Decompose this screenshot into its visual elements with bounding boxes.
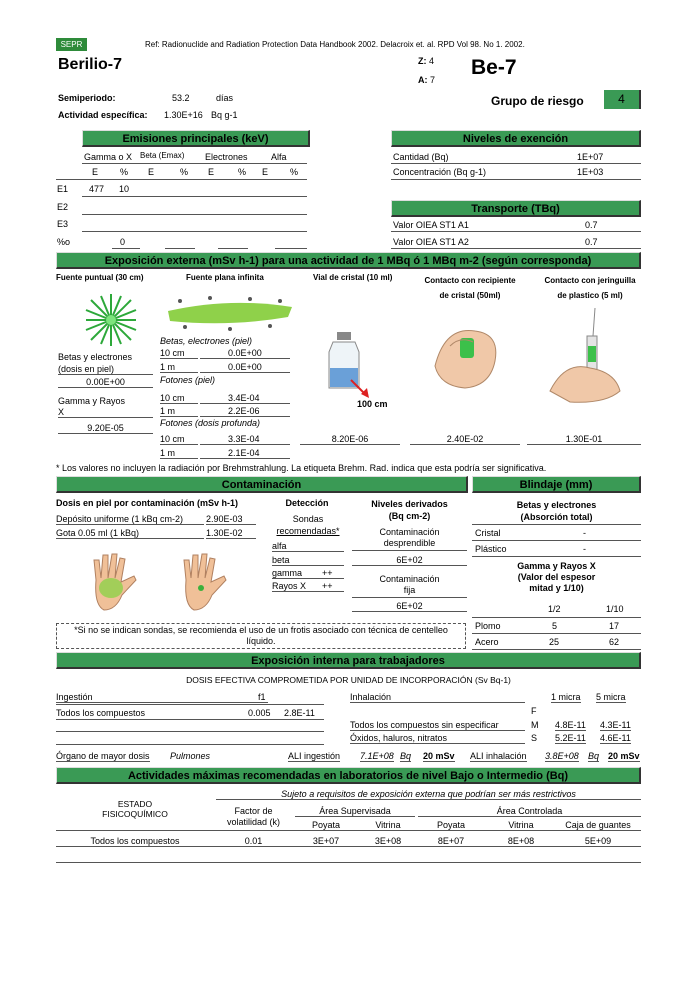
contamination-title: Contaminación — [56, 476, 468, 493]
vial-icon — [325, 330, 375, 400]
fixed-label: Contaminación fija — [379, 574, 440, 595]
plane-deep-value: 3.3E-04 — [200, 434, 290, 445]
probe-alpha: alfa — [272, 541, 344, 552]
lab-row-label: Todos los compuestos — [90, 836, 180, 846]
half-life-unit: días — [216, 93, 234, 103]
half-value-header: 1/2 — [548, 604, 561, 614]
uniform-deposit-value: 2.90E-03 — [206, 514, 256, 525]
ingestion-f1: 0.005 — [248, 708, 271, 718]
inhalation-compounds: Todos los compuestos sin especificar — [350, 720, 525, 731]
emissions-row-label: E3 — [57, 219, 69, 229]
hand-drop-icon — [176, 550, 236, 615]
plane-source-header: Fuente plana infinita — [186, 273, 264, 282]
plane-photon-distance: 1 m — [160, 406, 198, 417]
plane-photon-distance: 10 cm — [160, 393, 198, 404]
emissions-col-electrons: Electrones — [205, 152, 248, 162]
drop-label: Gota 0.05 ml (1 kBq) — [56, 528, 204, 539]
inhalation-m-5: 4.3E-11 — [600, 720, 631, 730]
gamma-x-label: Gamma y Rayos — [58, 396, 126, 406]
class-s: S — [531, 733, 538, 743]
internal-exposure-title: Exposición interna para trabajadores — [56, 652, 641, 669]
point-source-star-icon — [76, 290, 146, 350]
point-beta-value: 0.00E+00 — [58, 377, 153, 388]
inhalation-oxides: Óxidos, haluros, nitratos — [350, 733, 525, 744]
emissions-sub-p1: % — [120, 167, 129, 177]
transport-a1-label: Valor OIEA ST1 A1 — [393, 220, 469, 230]
gamma-x-label-2: X — [58, 407, 153, 418]
f1-label: f1 — [258, 692, 266, 702]
fumehood-header: Vitrina — [375, 820, 401, 830]
emissions-sub-p2: % — [180, 167, 189, 177]
plane-deep-title: Fotones (dosis profunda) — [160, 418, 261, 428]
vial-header: Vial de cristal (10 ml) — [313, 273, 393, 282]
hand-syringe-icon — [545, 306, 635, 406]
transport-a1-value: 0.7 — [585, 220, 598, 230]
controlled-area-header: Área Controlada — [418, 806, 641, 817]
lab-supervised-hood: 3E+08 — [374, 836, 402, 846]
shielding-title: Blindaje (mm) — [472, 476, 641, 493]
specific-activity-value: 1.30E+16 — [164, 110, 203, 120]
half-life-value: 53.2 — [172, 93, 190, 103]
emissions-row-energy: 477 — [89, 184, 105, 194]
steel-tenth: 62 — [609, 637, 620, 647]
z-value: 4 — [429, 56, 435, 66]
lab-supervised-bench: 3E+07 — [312, 836, 340, 846]
emissions-col-alpha: Alfa — [271, 152, 287, 162]
vial-value: 8.20E-06 — [300, 434, 400, 445]
hand-contamination-icon — [86, 550, 146, 615]
critical-organ-label: Órgano de mayor dosis — [56, 751, 150, 761]
removable-value: 6E+02 — [352, 555, 467, 566]
exemption-concentration-label: Concentración (Bq g-1) — [393, 167, 487, 177]
z-label: Z: 4 — [418, 56, 435, 66]
plane-deep-distance: 1 m — [160, 448, 198, 459]
point-source-header: Fuente puntual (30 cm) — [56, 273, 144, 282]
vial-distance-label: 100 cm — [357, 399, 388, 409]
brehmstrahlung-note: * Los valores no incluyen la radiación por Brehmstrahlung. La etiqueta Brehm. Rad. indica que esta podría ser significativa. — [56, 463, 547, 473]
risk-group-label: Grupo de riesgo — [491, 94, 584, 108]
emissions-sub-e2: E — [148, 167, 155, 177]
ali-inhalation-value: 3.8E+08 — [545, 751, 579, 761]
emissions-row-label: E1 — [57, 184, 69, 194]
emissions-sub-e1: E — [92, 167, 99, 177]
lead-half: 5 — [552, 621, 558, 631]
lab-controlled-glovebox: 5E+09 — [584, 836, 612, 846]
lab-note: Sujeto a requisitos de exposición externa que podrían ser más restrictivos — [216, 789, 641, 800]
sepr-logo: SEPR — [56, 38, 87, 51]
plane-beta-value: 0.0E+00 — [200, 362, 290, 373]
lab-controlled-hood: 8E+08 — [507, 836, 535, 846]
transport-title: Transporte (TBq) — [391, 200, 641, 217]
derived-levels-title: Niveles derivados (Bq cm-2) — [371, 499, 448, 521]
supervised-area-header: Área Supervisada — [295, 806, 415, 817]
plane-photon-value: 2.2E-06 — [200, 406, 290, 417]
probe-note: *Si no se indican sondas, se recomienda el uso de un frotis asociado con técnica de centelleo líquido. — [56, 623, 466, 649]
half-life-label: Semiperiodo: — [58, 93, 116, 103]
probe-gamma: gamma ++ — [272, 568, 344, 579]
emissions-title: Emisiones principales (keV) — [82, 130, 310, 147]
steel-half: 25 — [549, 637, 560, 647]
ali-ingestion-label: ALI ingestión — [288, 751, 341, 761]
syringe-value: 1.30E-01 — [527, 434, 641, 445]
emissions-sub-p3: % — [238, 167, 247, 177]
inhalation-s-1: 5.2E-11 — [555, 733, 586, 743]
plane-photon-value: 3.4E-04 — [200, 393, 290, 404]
lab-row-k: 0.01 — [244, 836, 263, 846]
syringe-header: Contacto con jeringuilla de plastico (5 ml) — [544, 276, 636, 300]
ali-inhalation-dose: 20 mSv — [608, 751, 640, 761]
risk-group-value: 4 — [604, 90, 641, 109]
steel-label: Acero — [475, 637, 499, 647]
internal-subtitle: DOSIS EFECTIVA COMPROMETIDA POR UNIDAD DE INCORPORACIÓN (Sv Bq-1) — [186, 675, 511, 685]
skin-dose-label: (dosis en piel) — [58, 364, 153, 375]
specific-activity-label: Actividad específica: — [58, 110, 148, 120]
emissions-row-energy: 0 — [120, 237, 126, 247]
lab-activities-title: Actividades máximas recomendadas en laboratorios de nivel Bajo o Intermedio (Bq) — [56, 767, 641, 784]
plane-source-icon — [160, 293, 300, 333]
plastic-label: Plástico — [475, 544, 507, 554]
lab-controlled-bench: 8E+07 — [437, 836, 465, 846]
ali-inhalation-unit: Bq — [588, 751, 600, 761]
emissions-col-gamma: Gamma o X — [84, 152, 133, 162]
a-value: 7 — [430, 75, 436, 85]
tenth-value-header: 1/10 — [606, 604, 624, 614]
state-header: ESTADO FISICOQUÍMICO — [102, 799, 168, 819]
skin-dose-title: Dosis en piel por contaminación (mSv h-1) — [56, 498, 239, 508]
lead-label: Plomo — [475, 621, 501, 631]
volatility-header: Factor de volatilidad (k) — [226, 806, 281, 827]
emissions-sub-e3: E — [208, 167, 215, 177]
shielding-beta-title: Betas y electrones (Absorción total) — [516, 500, 597, 522]
inhalation-s-5: 4.6E-11 — [600, 733, 631, 743]
ali-ingestion-dose: 20 mSv — [423, 751, 455, 761]
glass-value: - — [583, 528, 586, 538]
transport-a2-label: Valor OIEA ST1 A2 — [393, 237, 469, 247]
emissions-sub-p4: % — [290, 167, 299, 177]
class-f: F — [531, 706, 537, 716]
emissions-row-label: %o — [57, 237, 71, 247]
plastic-value: - — [583, 544, 586, 554]
plane-beta-distance: 1 m — [160, 362, 198, 373]
exemption-concentration-value: 1E+03 — [577, 167, 604, 177]
nuclide-name: Berilio-7 — [58, 56, 123, 73]
external-exposure-title: Exposición externa (mSv h-1) para una actividad de 1 MBq ó 1 MBq m-2 (según corresponda) — [56, 252, 641, 269]
emissions-col-beta: Beta (Emax) — [140, 151, 185, 160]
plane-deep-distance: 10 cm — [160, 434, 198, 445]
hand-container-icon — [425, 306, 515, 396]
lead-tenth: 17 — [609, 621, 620, 631]
fixed-value: 6E+02 — [352, 601, 467, 612]
point-gamma-value: 9.20E-05 — [58, 423, 153, 434]
plane-deep-value: 2.1E-04 — [200, 448, 290, 459]
bench-header: Poyata — [436, 820, 466, 830]
glass-label: Cristal — [475, 528, 501, 538]
emissions-row-label: E2 — [57, 202, 69, 212]
beta-electrons-label: Betas y electrones — [58, 352, 133, 362]
transport-a2-value: 0.7 — [585, 237, 598, 247]
drop-value: 1.30E-02 — [206, 528, 256, 539]
removable-label: Contaminación desprendible — [379, 527, 440, 548]
ali-ingestion-value: 7.1E+08 — [360, 751, 394, 761]
inhalation-m-1: 4.8E-11 — [555, 720, 586, 730]
container-header: Contacto con recipiente de cristal (50ml) — [424, 276, 516, 300]
ali-inhalation-label: ALI inhalación — [470, 751, 527, 761]
uniform-deposit-label: Depósito uniforme (1 kBq cm-2) — [56, 514, 204, 525]
bench-header: Poyata — [311, 820, 341, 830]
probes-label: Sondas recomendadas* — [276, 514, 340, 536]
exemption-title: Niveles de exención — [391, 130, 641, 147]
plane-beta-distance: 10 cm — [160, 348, 198, 359]
reference-text: Ref: Radionuclide and Radiation Protection Data Handbook 2002. Delacroix et. al. RPD Vol 98. No 1. 2002. — [145, 40, 525, 49]
ali-ingestion-unit: Bq — [400, 751, 412, 761]
inhalation-label: Inhalación — [350, 692, 525, 703]
micron5-label: 5 micra — [596, 692, 626, 702]
ingestion-value: 2.8E-11 — [284, 708, 315, 718]
probe-xray: Rayos X ++ — [272, 581, 344, 592]
micron1-label: 1 micra — [551, 692, 581, 702]
emissions-row-percent: 10 — [119, 184, 130, 194]
exemption-quantity-label: Cantidad (Bq) — [393, 152, 449, 162]
ingestion-label: Ingestión — [56, 692, 268, 703]
a-label: A: 7 — [418, 75, 436, 85]
class-m: M — [531, 720, 539, 730]
fumehood-header: Vitrina — [508, 820, 534, 830]
container-value: 2.40E-02 — [410, 434, 520, 445]
plane-photon-title: Fotones (piel) — [160, 375, 216, 385]
specific-activity-unit: Bq g-1 — [211, 110, 238, 120]
plane-beta-value: 0.0E+00 — [200, 348, 290, 359]
exemption-quantity-value: 1E+07 — [577, 152, 604, 162]
emissions-sub-e4: E — [262, 167, 269, 177]
glovebox-header: Caja de guantes — [565, 820, 631, 830]
detection-title: Detección — [285, 498, 329, 508]
probe-beta: beta — [272, 555, 344, 566]
ingestion-compounds: Todos los compuestos — [56, 708, 146, 718]
plane-beta-title: Betas, electrones (piel) — [160, 336, 253, 346]
critical-organ: Pulmones — [170, 751, 211, 761]
nuclide-symbol: Be-7 — [471, 56, 517, 79]
shielding-gamma-title: Gamma y Rayos X (Valor del espesor mitad y 1/10) — [517, 561, 596, 593]
